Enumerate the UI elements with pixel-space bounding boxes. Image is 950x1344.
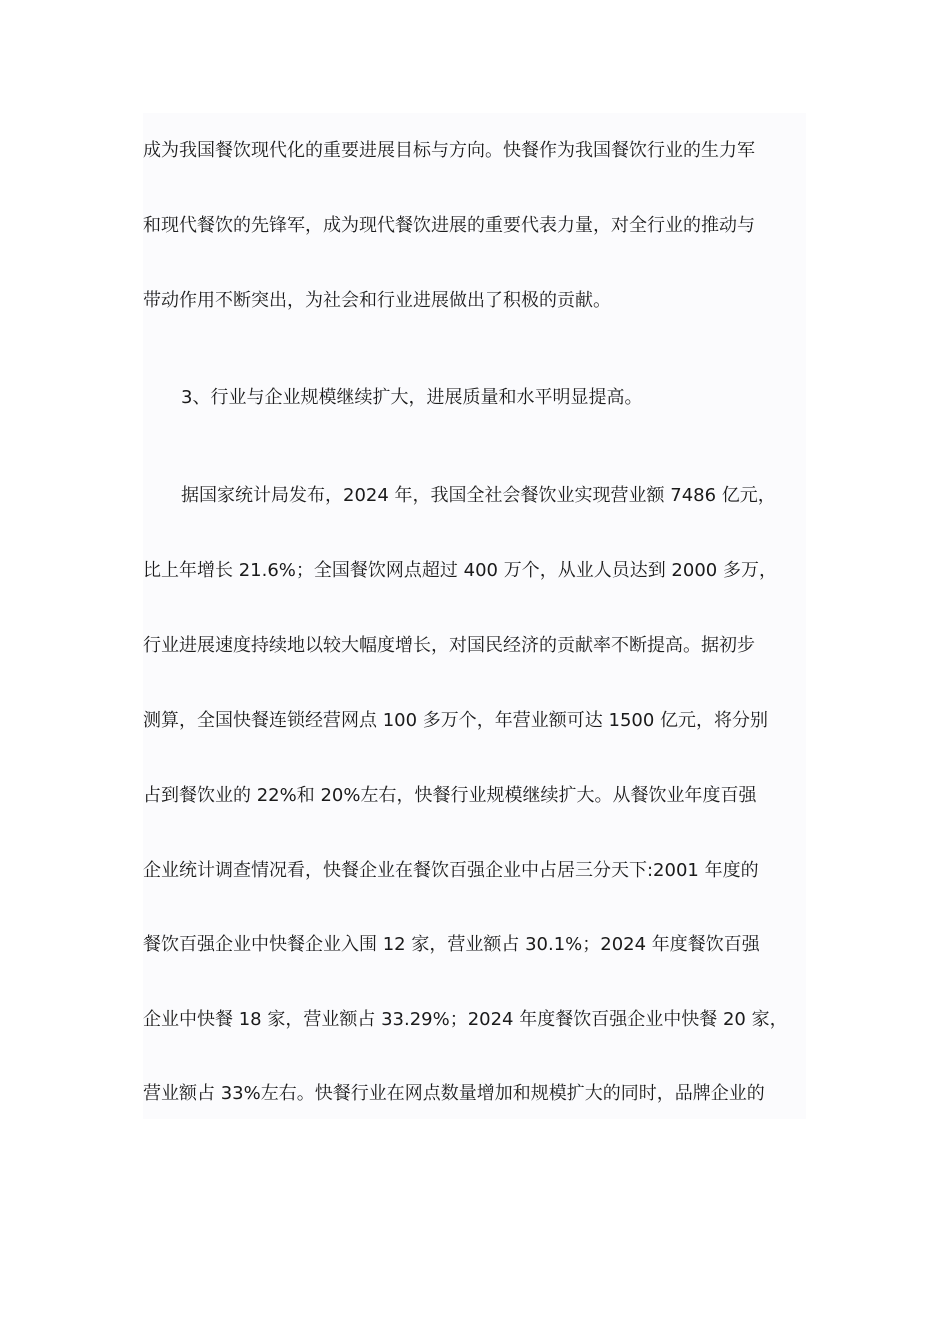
- paragraph-line: 带动作用不断突出，为社会和行业进展做出了积极的贡献。: [143, 290, 611, 311]
- paragraph-line: 成为我国餐饮现代化的重要进展目标与方向。快餐作为我国餐饮行业的生力军: [143, 140, 755, 161]
- paragraph-line: 占到餐饮业的 22%和 20%左右，快餐行业规模继续扩大。从餐饮业年度百强: [143, 785, 757, 806]
- paragraph-line: 比上年增长 21.6%；全国餐饮网点超过 400 万个，从业人员达到 2000 多万，: [143, 560, 777, 581]
- paragraph-line: 营业额占 33%左右。快餐行业在网点数量增加和规模扩大的同时，品牌企业的: [143, 1083, 765, 1104]
- paragraph-line: 据国家统计局发布，2024 年，我国全社会餐饮业实现营业额 7486 亿元，: [181, 485, 776, 506]
- paragraph-line: 行业进展速度持续地以较大幅度增长，对国民经济的贡献率不断提高。据初步: [143, 635, 755, 656]
- paragraph-line: 企业中快餐 18 家，营业额占 33.29%；2024 年度餐饮百强企业中快餐 20 家，: [143, 1009, 788, 1030]
- paragraph-line: 餐饮百强企业中快餐企业入围 12 家，营业额占 30.1%；2024 年度餐饮百强: [143, 934, 760, 955]
- paragraph-line: 测算，全国快餐连锁经营网点 100 多万个，年营业额可达 1500 亿元，将分别: [143, 710, 769, 731]
- section-heading: 3、行业与企业规模继续扩大，进展质量和水平明显提高。: [181, 387, 643, 408]
- paragraph-line: 和现代餐饮的先锋军，成为现代餐饮进展的重要代表力量，对全行业的推动与: [143, 215, 755, 236]
- paragraph-line: 企业统计调查情况看，快餐企业在餐饮百强企业中占居三分天下:2001 年度的: [143, 860, 759, 881]
- text-block: [143, 113, 806, 1119]
